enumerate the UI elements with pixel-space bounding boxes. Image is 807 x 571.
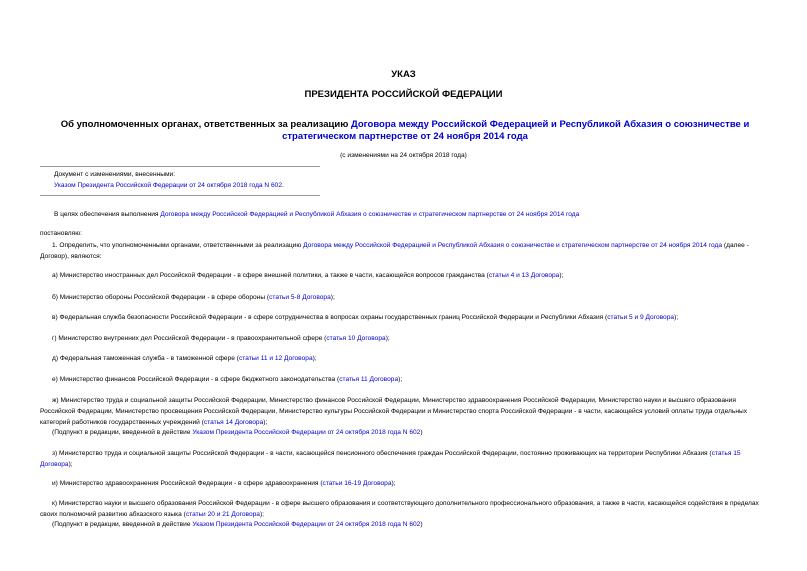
edit-note-2 — [40, 519, 766, 530]
edit-note-prefix: (Подпункт в редакции, введенной в действие — [52, 429, 193, 436]
item-text: б) Министерство обороны Российской Федерации - в сфере обороны ( — [52, 294, 270, 301]
doc-changes-end: . — [282, 182, 284, 189]
list-item-zh — [40, 395, 766, 428]
edit-note-prefix: (Подпункт в редакции, введенной в действие — [52, 521, 193, 528]
p1-prefix: 1. Определить, что уполномоченными органами, ответственными за реализацию — [52, 242, 304, 249]
doc-title-link[interactable]: Договора между Российской Федерацией и Республикой Абхазия о союзничестве и стратегическом партнерстве от 24 ноября 2014 года — [282, 119, 750, 142]
item-link[interactable]: статья 10 Договора — [326, 335, 386, 342]
list-item-e — [40, 374, 766, 385]
item-link[interactable]: статьи 5-8 Договора — [269, 294, 331, 301]
list-item-b — [40, 292, 766, 303]
item-end: ); — [68, 461, 73, 468]
item-end: ); — [330, 294, 335, 301]
item-link[interactable]: статья 11 Договора — [339, 376, 399, 383]
list-item-a — [40, 270, 766, 281]
item-text: в) Федеральная служба безопасности Российской Федерации - в сфере сотрудничества в вопросах охраны государственных границ Российской Федерации и Республики Абхазия ( — [52, 314, 608, 321]
p1-suffix: (далее - Договор), являются: — [40, 242, 749, 260]
list-item-d — [40, 353, 766, 364]
edit-note-link[interactable]: Указом Президента Российской Федерации от 24 октября 2018 года N 602 — [192, 429, 421, 436]
item-end: ); — [263, 419, 268, 426]
changes-note: (с изменениями на 24 октября 2018 года) — [340, 152, 467, 159]
item-text: к) Министерство науки и высшего образования Российской Федерации - в сфере высшего образования и соответствующего дополнительного профессионального образования, а также в части, касающейся содействия в пределах своих полномочий развитию абхазского языка ( — [40, 500, 759, 518]
item-link[interactable]: статьи 5 и 9 Договора — [607, 314, 675, 321]
doc-changes-link[interactable]: Указом Президента Российской Федерации от 24 октября 2018 года N 602 — [54, 182, 283, 189]
item-link[interactable]: статьи 16-19 Договора — [322, 480, 392, 487]
item-text: ж) Министерство труда и социальной защиты Российской Федерации, Министерство финансов Российской Федерации, Министерство здравоохранения Российской Федерации, Министерство науки и высшего образования Российской Федерации, Министерство просвещения Российской Федерации, Министерство культуры Российской Федерации и Министерство спорта Российской Федерации - в части, касающейся условий оплаты труда отдельных категорий работников государственных учреждений ( — [40, 397, 748, 426]
edit-note-link[interactable]: Указом Президента Российской Федерации от 24 октября 2018 года N 602 — [192, 521, 421, 528]
list-item-k — [40, 498, 766, 520]
item-text: з) Министерство труда и социальной защиты Российской Федерации - в части, касающейся пенсионного обеспечения граждан Российской Федерации, постоянно проживающих на территории Республики Абхазия ( — [52, 450, 712, 457]
item-link[interactable]: статьи 4 и 13 Договора — [488, 272, 560, 279]
divider-bottom — [40, 195, 320, 196]
edit-note-1 — [40, 427, 766, 438]
doc-changes-label: Документ с изменениями, внесенными: — [54, 171, 176, 178]
doc-heading: УКАЗ — [391, 69, 416, 80]
item-end: ); — [398, 376, 403, 383]
item-link[interactable]: статья 15 Договора — [40, 450, 741, 468]
item-end: ); — [391, 480, 396, 487]
item-end: ); — [674, 314, 679, 321]
item-link[interactable]: статьи 20 и 21 Договора — [185, 511, 260, 518]
doc-issuer: ПРЕЗИДЕНТА РОССИЙСКОЙ ФЕДЕРАЦИИ — [304, 89, 503, 100]
list-item-z — [40, 448, 766, 470]
doc-changes — [54, 182, 284, 189]
preamble-link[interactable]: Договора между Российской Федерацией и Республикой Абхазия о союзничестве и стратегическом партнерстве от 24 ноября 2014 года — [160, 211, 580, 218]
edit-note-end: ) — [420, 521, 423, 528]
item-end: ); — [312, 355, 317, 362]
item-link[interactable]: статья 14 Договора — [203, 419, 264, 426]
doc-title — [40, 119, 770, 143]
paragraph-1 — [40, 240, 766, 262]
list-item-i — [40, 478, 766, 489]
preamble-prefix: В целях обеспечения выполнения — [54, 211, 161, 218]
p1-link[interactable]: Договора между Российской Федерацией и Республикой Абхазия о союзничестве и стратегическом партнерстве от 24 ноября 2014 года — [303, 242, 723, 249]
item-text: г) Министерство внутренних дел Российской Федерации - в правоохранительной сфере ( — [52, 335, 327, 342]
item-end: ); — [259, 511, 265, 518]
item-text: д) Федеральная таможенная служба - в таможенной сфере ( — [52, 355, 239, 362]
doc-title-prefix: Об уполномоченных органах, ответственных за реализацию — [60, 119, 351, 130]
list-item-v — [40, 312, 766, 323]
divider-top — [40, 166, 320, 167]
item-text: е) Министерство финансов Российской Федерации - в сфере бюджетного законодательства ( — [52, 376, 340, 383]
item-end: ); — [559, 272, 564, 279]
list-item-g — [40, 333, 766, 344]
item-link[interactable]: статьи 11 и 12 Договора — [238, 355, 313, 362]
item-text: а) Министерство иностранных дел Российской Федерации - в сфере внешней политики, а также в части, касающейся вопросов гражданства ( — [52, 272, 489, 279]
item-text: и) Министерство здравоохранения Российской Федерации - в сфере здравоохранения ( — [52, 480, 323, 487]
edit-note-end: ) — [420, 429, 423, 436]
decree-word: постановляю: — [40, 230, 83, 237]
preamble — [54, 211, 579, 218]
item-end: ); — [385, 335, 390, 342]
